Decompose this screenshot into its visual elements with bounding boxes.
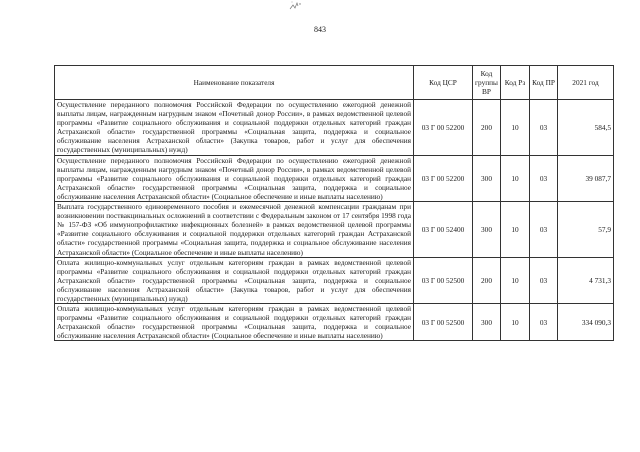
row-vr-code: 300 [473, 304, 501, 341]
table-header-row [55, 66, 614, 100]
budget-table [54, 65, 614, 341]
row-vr-code: 200 [473, 100, 501, 156]
header-vr-group: Код группы ВР [473, 66, 501, 100]
row-csr-code: 03 Г 00 52400 [414, 202, 473, 258]
header-csr-code: Код ЦСР [414, 66, 473, 100]
row-csr-code: 03 Г 00 52500 [414, 304, 473, 341]
table-row [55, 304, 614, 341]
table-row [55, 100, 614, 156]
row-csr-code: 03 Г 00 52200 [414, 100, 473, 156]
row-description: Осуществление переданного полномочия Российской Федерации по осуществлению ежегодной денежной выплаты лицам, награжденным нагрудным знаком «Почетный донор России», в рамках ведомственной целевой программы «Развитие социального обслуживания и социальной поддержки отдельных категорий граждан Астраханской области» государственной программы «Социальная защита, поддержка и социальное обслуживание населения Астраханской области» (Закупка товаров, работ и услуг для обеспечения государственных (муниципальных) нужд) [55, 100, 414, 156]
row-vr-code: 200 [473, 257, 501, 303]
header-year-2021: 2021 год [558, 66, 614, 100]
row-rz-code: 10 [501, 257, 530, 303]
row-csr-code: 03 Г 00 52200 [414, 155, 473, 201]
row-amount: 334 090,3 [558, 304, 614, 341]
header-rz-code: Код Рз [501, 66, 530, 100]
scan-speck-mark [288, 0, 304, 12]
row-amount: 57,9 [558, 202, 614, 258]
row-rz-code: 10 [501, 155, 530, 201]
row-csr-code: 03 Г 00 52500 [414, 257, 473, 303]
row-amount: 584,5 [558, 100, 614, 156]
row-pr-code: 03 [530, 202, 558, 258]
row-description: Выплата государственного единовременного пособия и ежемесячной денежной компенсации гражданам при возникновении поствакцинальных осложнений в соответствии с Федеральным законом от 17 сентября 1998 года № 157-ФЗ «Об иммунопрофилактике инфекционных болезней» в рамках ведомственной целевой программы «Развитие социального обслуживания и социальной поддержки отдельных категорий граждан Астраханской области» государственной программы «Социальная защита, поддержка и социальное обслуживание населения Астраханской области» (Социальное обеспечение и иные выплаты населению) [55, 202, 414, 258]
row-description: Осуществление переданного полномочия Российской Федерации по осуществлению ежегодной денежной выплаты лицам, награжденным нагрудным знаком «Почетный донор России», в рамках ведомственной целевой программы «Развитие социального обслуживания и социальной поддержки отдельных категорий граждан Астраханской области» государственной программы «Социальная защита, поддержка и социальное обслуживание населения Астраханской области» (Социальное обеспечение и иные выплаты населению) [55, 155, 414, 201]
row-pr-code: 03 [530, 100, 558, 156]
row-description: Оплата жилищно-коммунальных услуг отдельным категориям граждан в рамках ведомственной целевой программы «Развитие социального обслуживания и социальной поддержки отдельных категорий граждан Астраханской области» государственной программы «Социальная защита, поддержка и социальное обслуживание населения Астраханской области» (Закупка товаров, работ и услуг для обеспечения государственных (муниципальных) нужд) [55, 257, 414, 303]
row-rz-code: 10 [501, 100, 530, 156]
row-rz-code: 10 [501, 202, 530, 258]
row-rz-code: 10 [501, 304, 530, 341]
row-pr-code: 03 [530, 304, 558, 341]
row-vr-code: 300 [473, 202, 501, 258]
row-vr-code: 300 [473, 155, 501, 201]
table-row [55, 155, 614, 201]
table-row [55, 257, 614, 303]
table-row [55, 202, 614, 258]
row-pr-code: 03 [530, 257, 558, 303]
row-description: Оплата жилищно-коммунальных услуг отдельным категориям граждан в рамках ведомственной целевой программы «Развитие социального обслуживания и социальной поддержки отдельных категорий граждан Астраханской области» государственной программы «Социальная защита, поддержка и социальное обслуживание населения Астраханской области» (Социальное обеспечение и иные выплаты населению) [55, 304, 414, 341]
page-number: 843 [314, 25, 326, 34]
header-name: Наименование показателя [55, 66, 414, 100]
row-amount: 39 087,7 [558, 155, 614, 201]
header-pr-code: Код ПР [530, 66, 558, 100]
row-amount: 4 731,3 [558, 257, 614, 303]
row-pr-code: 03 [530, 155, 558, 201]
